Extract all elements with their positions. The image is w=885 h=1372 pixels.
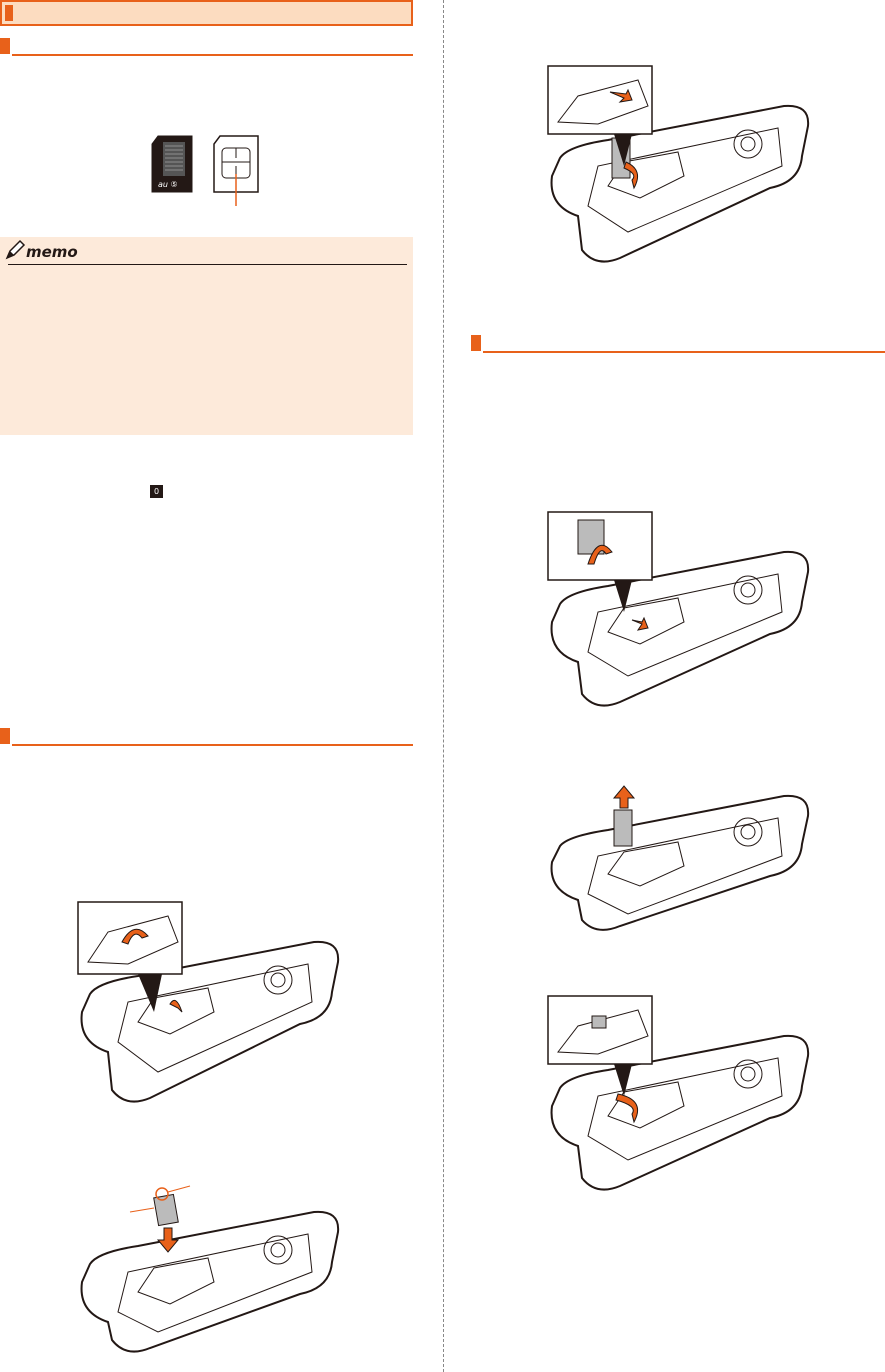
section-marker — [471, 335, 481, 351]
section-header-1 — [0, 38, 413, 58]
phone-illustration-open-tray-right — [548, 512, 810, 712]
phone-illustration-insert-sim — [78, 1172, 340, 1354]
phone-illustration-remove-sim — [548, 770, 810, 936]
section-rule — [12, 744, 413, 746]
chapter-header-bar — [0, 0, 413, 26]
phone-illustration-open-tray-left — [78, 902, 340, 1108]
section-header-3 — [471, 335, 885, 355]
sim-card-illustration — [150, 134, 270, 214]
pencil-icon — [4, 239, 26, 261]
column-divider — [443, 0, 444, 1372]
sim-status-icon: 0 — [150, 485, 163, 498]
section-marker — [0, 728, 10, 744]
section-marker — [0, 38, 10, 54]
chapter-marker — [5, 5, 13, 21]
memo-box — [0, 237, 413, 435]
sim-logo-text: au ⑤ — [158, 180, 178, 189]
memo-title: memo — [26, 243, 78, 261]
section-header-2 — [0, 728, 413, 748]
section-rule — [12, 54, 413, 56]
section-rule — [483, 351, 885, 353]
phone-illustration-close-tray-final — [548, 996, 810, 1196]
memo-rule — [8, 264, 407, 265]
phone-illustration-close-tray — [548, 66, 810, 268]
